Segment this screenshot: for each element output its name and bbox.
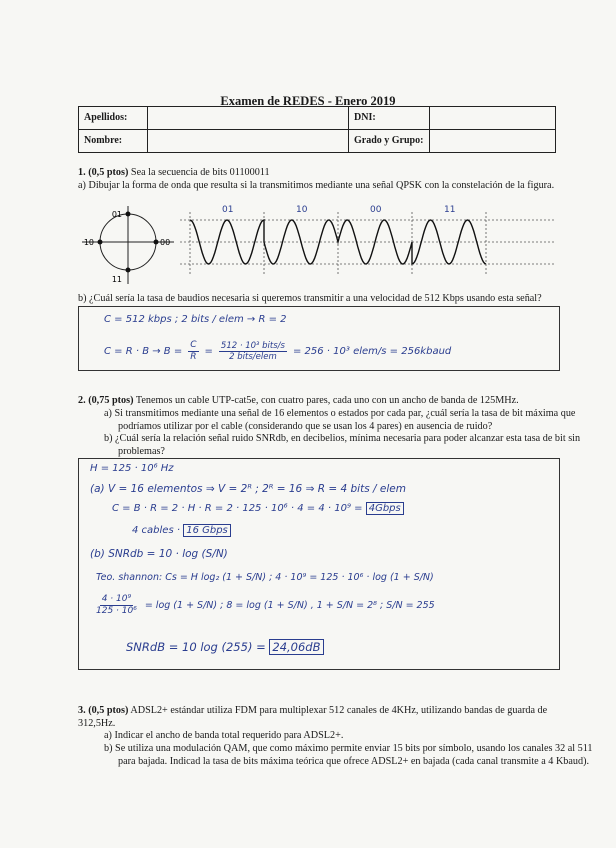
apellidos-field[interactable]	[148, 107, 349, 130]
q2-ans-fraction	[96, 594, 137, 618]
q3-points: 3. (0,5 ptos)	[78, 705, 129, 716]
q2-ans-l6: Teo. shannon: Cs = H log₂ (1 + S/N) ; 4 · 10⁹ = 125 · 10⁶ · log (1 + S/N)	[96, 572, 434, 583]
constellation-label-11: 11	[111, 275, 122, 284]
q2-ans-l4-formula: 4 cables ·	[132, 525, 181, 536]
wave-label-3: 00	[370, 205, 382, 215]
constellation-label-10: 10	[83, 238, 94, 247]
qpsk-figure	[78, 200, 562, 290]
apellidos-label: Apellidos:	[79, 107, 148, 130]
wave-label-2: 10	[296, 205, 308, 215]
q1-frac2-den: 2 bits/elem	[229, 352, 277, 363]
q2-points: 2. (0,75 ptos)	[78, 395, 134, 406]
q2a-text: a) Si transmitimos mediante una señal de 16 elementos o estados por cada par, ¿cuál sería la tasa de bit máxima que podríamos utilizar por el cable (considerando que se usan los 4 pares) en ausencia de ruido?	[104, 408, 576, 432]
q1-statement: Sea la secuencia de bits 01100011	[128, 167, 270, 178]
q2-ans-l8-formula: SNRdB = 10 log (255) =	[126, 640, 266, 654]
q3b-text: b) Se utiliza una modulación QAM, que como máximo permite enviar 15 bits por símbolo, usando los canales 32 al 511 para bajada. Indicad la tasa de bits máxima teórica que ofrece ADSL2+ en bajada (cada canal transmite a 4 Kbaud).	[104, 743, 593, 767]
constellation-point-00	[154, 240, 159, 245]
q2-frac-den: 125 · 10⁶	[96, 606, 137, 617]
dni-label: DNI:	[349, 107, 430, 130]
q2-ans-l3-result: 4Gbps	[366, 502, 404, 515]
q2-ans-l4-result: 16 Gbps	[183, 524, 231, 537]
constellation-point-01	[126, 212, 131, 217]
q1b-text: b) ¿Cuál sería la tasa de baudios necesaria si queremos transmitir a una velocidad de 512 Kbps usando esta señal?	[78, 293, 542, 304]
q1-ans-fraction-2	[219, 341, 287, 363]
q2-ans-l3-formula: C = B · R = 2 · H · R = 2 · 125 · 10⁶ · 4 = 4 · 10⁹ =	[112, 503, 363, 514]
q1-frac1-num: C	[188, 340, 198, 352]
nombre-field[interactable]	[148, 130, 349, 153]
q2b-text: b) ¿Cuál sería la relación señal ruido SNRdb, en decibelios, mínima necesaria para poder alcanzar esta tasa de bit sin problemas?	[104, 433, 581, 457]
q1-ans-line1: C = 512 kbps ; 2 bits / elem → R = 2	[104, 314, 287, 325]
grado-field[interactable]	[430, 130, 556, 153]
q1-ans-line2	[104, 340, 451, 364]
q3a-text: a) Indicar el ancho de banda total requerido para ADSL2+.	[104, 730, 344, 741]
q1-ans-result: = 256 · 10³ elem/s = 256kbaud	[292, 345, 452, 357]
constellation-label-01: 01	[111, 210, 122, 219]
q1-ans-fraction-1	[188, 340, 198, 364]
q1-frac2-num: 512 · 10³ bits/s	[220, 340, 285, 351]
constellation-point-11	[126, 268, 131, 273]
grado-label: Grado y Grupo:	[349, 130, 430, 153]
q2-ans-l7	[96, 594, 435, 618]
constellation-diagram	[82, 206, 174, 284]
q2-statement: Tenemos un cable UTP-cat5e, con cuatro pares, cada uno con un ancho de banda de 125MHz.	[133, 395, 519, 406]
q2-ans-l1: H = 125 · 10⁶ Hz	[90, 463, 174, 474]
wave-label-1: 01	[222, 205, 234, 215]
q3-heading	[78, 705, 562, 731]
nombre-label: Nombre:	[79, 130, 148, 153]
q2-ans-l4	[132, 525, 231, 538]
q2-ans-l8	[126, 640, 324, 654]
q3-statement: ADSL2+ estándar utiliza FDM para multiplexar 512 canales de 4KHz, utilizando bandas de guarda de 312,5Hz.	[78, 705, 548, 729]
q1-heading	[78, 167, 562, 180]
q2-ans-l7-rest: = log (1 + S/N) ; 8 = log (1 + S/N) , 1 + S/N = 2⁸ ; S/N = 255	[144, 599, 435, 611]
q1-frac1-den: R	[190, 352, 197, 363]
constellation-label-00: 00	[160, 238, 171, 247]
dni-field[interactable]	[430, 107, 556, 130]
student-info-table	[78, 106, 556, 153]
q2-ans-l2: (a) V = 16 elementos ⇒ V = 2ᴿ ; 2ᴿ = 16 ⇒ R = 4 bits / elem	[90, 483, 406, 495]
q1-points: 1. (0,5 ptos)	[78, 167, 129, 178]
q2-ans-l8-result: 24,06dB	[269, 639, 323, 655]
q1-ans-equals: =	[204, 345, 213, 357]
q2-heading	[78, 395, 562, 408]
q2-ans-l3	[112, 503, 404, 516]
q2-ans-l5: (b) SNRdb = 10 · log (S/N)	[90, 548, 228, 560]
q1-ans-formula-a: C = R · B → B =	[104, 345, 183, 357]
constellation-point-10	[98, 240, 103, 245]
q2-frac-num: 4 · 10⁹	[100, 594, 133, 606]
q1a-text: a) Dibujar la forma de onda que resulta si la transmitimos mediante una señal QPSK con la constelación de la figura.	[78, 180, 555, 191]
wave-label-4: 11	[444, 205, 456, 215]
exam-title: Examen de REDES - Enero 2019	[220, 94, 396, 108]
